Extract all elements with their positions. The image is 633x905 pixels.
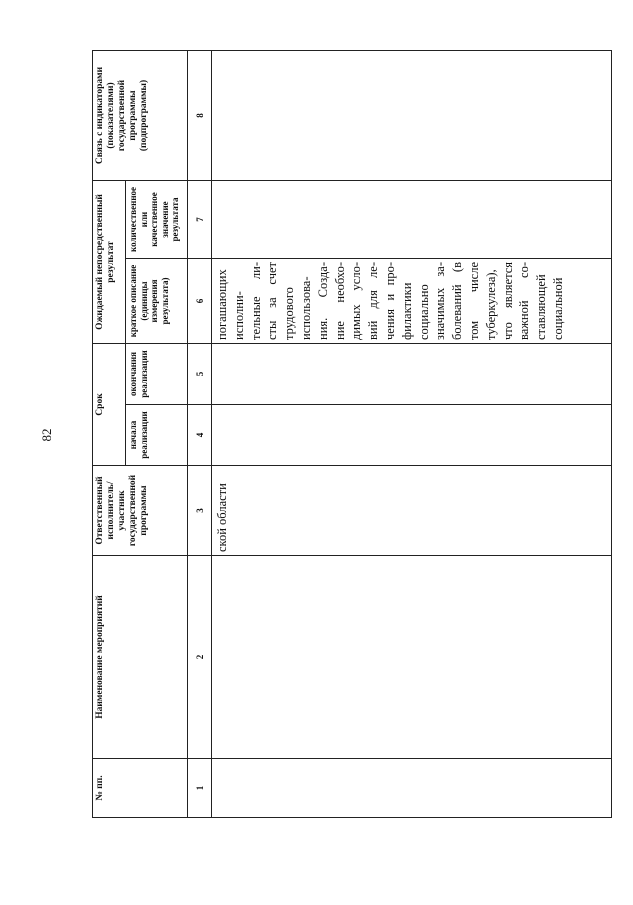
column-number: 2 bbox=[188, 556, 212, 759]
header-end: окончания реализации bbox=[126, 344, 188, 405]
description-line: тельные ли- bbox=[248, 262, 263, 340]
column-number: 7 bbox=[188, 181, 212, 259]
cell-responsible: ской области bbox=[212, 466, 612, 556]
column-number: 5 bbox=[188, 344, 212, 405]
header-start: начала реализации bbox=[126, 405, 188, 466]
column-number: 3 bbox=[188, 466, 212, 556]
header-short-description: краткое описание (единицы измерения результата) bbox=[126, 259, 188, 344]
rotated-table-area bbox=[92, 51, 612, 818]
column-numbers-row bbox=[188, 51, 212, 818]
description-line: филактики bbox=[399, 282, 414, 340]
header-activity-name: Наименование мероприятий bbox=[93, 556, 188, 759]
description-line: ния. Созда- bbox=[315, 262, 330, 340]
description-line: что является bbox=[500, 262, 515, 340]
description-line: чения и про- bbox=[382, 262, 397, 340]
description-line: значимых за- bbox=[433, 262, 448, 340]
page-number: 82 bbox=[39, 428, 54, 442]
description-line: туберкулеза), bbox=[483, 269, 498, 340]
header-number: № пп. bbox=[93, 759, 188, 818]
description-line: трудового bbox=[282, 287, 297, 340]
description-line: том числе bbox=[466, 262, 481, 340]
cell-activity-name bbox=[212, 556, 612, 759]
description-line: социальной bbox=[550, 277, 565, 340]
header-responsible: Ответственный исполнитель/ участник государственной программы bbox=[93, 466, 188, 556]
description-line: социально bbox=[416, 284, 431, 340]
table-rotator bbox=[92, 51, 612, 818]
cell-start bbox=[212, 405, 612, 466]
description-line: погашающих bbox=[215, 269, 229, 340]
column-number: 1 bbox=[188, 759, 212, 818]
description-line: ние необхо- bbox=[332, 262, 347, 340]
header-indicator-link: Связь с индикаторами (показателями) государственной программы (подпрограммы) bbox=[93, 51, 188, 181]
cell-indicator-link bbox=[212, 51, 612, 181]
description-line: ставляющей bbox=[534, 274, 549, 340]
description-line: сты за счет bbox=[265, 262, 280, 340]
cell-short-description bbox=[212, 259, 612, 344]
cell-number bbox=[212, 759, 612, 818]
description-line: использова- bbox=[298, 276, 313, 340]
table-row bbox=[212, 51, 612, 818]
header-result-value: количественное или качественное значение результата bbox=[126, 181, 188, 259]
column-number: 8 bbox=[188, 51, 212, 181]
description-line: вий для ле- bbox=[366, 262, 381, 340]
cell-result-value bbox=[212, 181, 612, 259]
column-number: 6 bbox=[188, 259, 212, 344]
description-line: димых усло- bbox=[349, 262, 364, 340]
cell-end bbox=[212, 344, 612, 405]
column-number: 4 bbox=[188, 405, 212, 466]
header-expected-result: Ожидаемый непосредственный результат bbox=[93, 181, 126, 344]
description-line: болеваний (в bbox=[450, 262, 465, 340]
header-term: Срок bbox=[93, 344, 126, 466]
description-line: исполни- bbox=[231, 291, 246, 340]
program-activities-table bbox=[92, 50, 612, 818]
description-line: важной со- bbox=[517, 262, 532, 340]
